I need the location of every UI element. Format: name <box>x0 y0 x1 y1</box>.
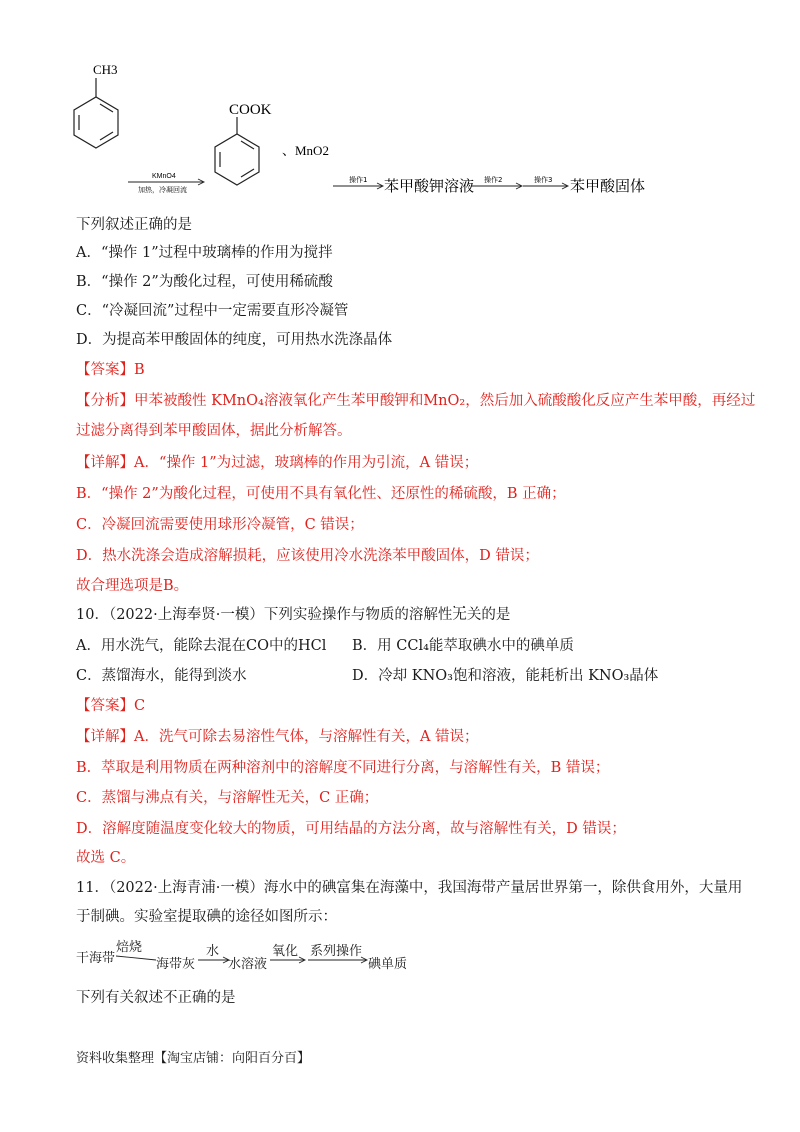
op3-label: 操作3 <box>534 176 553 184</box>
q9-conclusion: 故合理选项是B。 <box>76 578 189 594</box>
reaction-scheme <box>0 0 800 210</box>
q9-option-c: C．“冷凝回流”过程中一定需要直形冷凝管 <box>76 303 349 319</box>
detail-text: A．洗气可除去易溶性气体，与溶解性有关，A 错误； <box>134 729 479 745</box>
cook-label: COOK <box>229 102 272 118</box>
flow-step-3: 水溶液 <box>228 957 268 972</box>
flow-arrow-label-3: 氧化 <box>272 944 299 959</box>
answer-tag: 【答案】 <box>76 362 134 378</box>
detail-tag: 【详解】 <box>76 455 134 471</box>
flow-arrow-label-2: 水 <box>206 944 220 959</box>
q9-option-b: B．“操作 2”为酸化过程，可使用稀硫酸 <box>76 274 333 290</box>
methyl-label: CH3 <box>93 62 118 77</box>
flow-step-2: 海带灰 <box>156 957 196 972</box>
q9-option-a: A．“操作 1”过程中玻璃棒的作用为搅拌 <box>76 245 333 261</box>
q10-option-b: B．用 CCl₄能萃取碘水中的碘单质 <box>352 638 574 654</box>
q10-option-c: C．蒸馏海水，能得到淡水 <box>76 668 247 684</box>
q11-question: 下列有关叙述不正确的是 <box>76 990 236 1006</box>
detail-tag: 【详解】 <box>76 729 134 745</box>
flow-step-4: 碘单质 <box>368 957 408 972</box>
q11-stem-line1: 11．（2022·上海青浦·一模）海水中的碘富集在海藻中，我国海带产量居世界第一，除供食用外，大量用 <box>76 880 743 896</box>
flow-step-1: 干海带 <box>76 951 116 966</box>
flow-arrow-label-4: 系列操作 <box>310 944 363 959</box>
flow-arrowhead-3 <box>299 957 305 963</box>
toluene-structure <box>74 78 118 148</box>
op2-label: 操作2 <box>484 176 503 184</box>
page-footer: 资料收集整理【淘宝店铺：向阳百分百】 <box>76 1051 311 1066</box>
q9-detail-d: D．热水洗涤会造成溶解损耗，应该使用冷水洗涤苯甲酸固体，D 错误； <box>76 548 539 564</box>
q10-detail-c: C．蒸馏与沸点有关，与溶解性无关，C 正确； <box>76 790 379 806</box>
q10-stem-emphasis: · · 无关 <box>452 607 481 623</box>
flow-arrow-1 <box>116 956 156 960</box>
q9-analysis-line1 <box>76 391 755 411</box>
q9-detail-a <box>76 453 478 473</box>
q9-option-d: D．为提高苯甲酸固体的纯度，可用热水洗涤晶体 <box>76 332 393 348</box>
q10-option-a: A．用水洗气，能除去混在CO中的HCl <box>76 638 327 654</box>
answer-value: B <box>134 362 145 378</box>
q10-answer <box>76 696 145 716</box>
q10-stem-post: 的是 <box>481 607 511 623</box>
q10-conclusion: 故选 C。 <box>76 850 136 866</box>
q10-option-d: D．冷却 KNO₃饱和溶液，能耗析出 KNO₃晶体 <box>352 668 659 684</box>
op1-label: 操作1 <box>349 176 368 184</box>
answer-tag: 【答案】 <box>76 698 134 714</box>
reagent-bottom: 加热，冷凝回流 <box>138 186 187 194</box>
byproduct-label: 、MnO2 <box>282 143 329 158</box>
q10-detail-b: B．萃取是利用物质在两种溶剂中的溶解度不同进行分离，与溶解性有关，B 错误； <box>76 760 610 776</box>
answer-value: C <box>134 698 146 714</box>
intermediate-label: 苯甲酸钾溶液 <box>384 177 475 195</box>
analysis-tag: 【分析】 <box>76 393 134 409</box>
q10-detail-d: D．溶解度随温度变化较大的物质，可用结晶的方法分离，故与溶解性有关，D 错误； <box>76 821 626 837</box>
analysis-text: 甲苯被酸性 KMnO₄溶液氧化产生苯甲酸钾和MnO₂，然后加入硫酸酸化反应产生苯甲酸，再经过 <box>134 393 756 409</box>
q10-stem <box>76 605 510 625</box>
q9-answer <box>76 360 145 380</box>
benzoate-structure <box>215 117 259 185</box>
q9-detail-c: C．冷凝回流需要使用球形冷凝管，C 错误； <box>76 517 364 533</box>
flow-arrowhead-2 <box>223 957 229 963</box>
q11-stem-line2: 于制碘。实验室提取碘的途径如图所示： <box>76 909 337 925</box>
detail-text: A．“操作 1”为过滤，玻璃棒的作用为引流，A 错误； <box>134 455 479 471</box>
flow-arrowhead-4 <box>361 957 367 963</box>
q9-stem: 下列叙述正确的是 <box>76 217 192 233</box>
q9-detail-b: B．“操作 2”为酸化过程，可使用不具有氧化性、还原性的稀硫酸，B 正确； <box>76 486 566 502</box>
q10-stem-pre: 10．（2022·上海奉贤·一模）下列实验操作与物质的溶解性 <box>76 607 453 623</box>
flow-arrow-label-1: 焙烧 <box>116 940 143 955</box>
reagent-top: KMnO4 <box>152 173 176 180</box>
q9-analysis-line2: 过滤分离得到苯甲酸固体，据此分析解答。 <box>76 423 352 439</box>
q10-detail-a <box>76 727 479 747</box>
final-label: 苯甲酸固体 <box>570 177 646 195</box>
